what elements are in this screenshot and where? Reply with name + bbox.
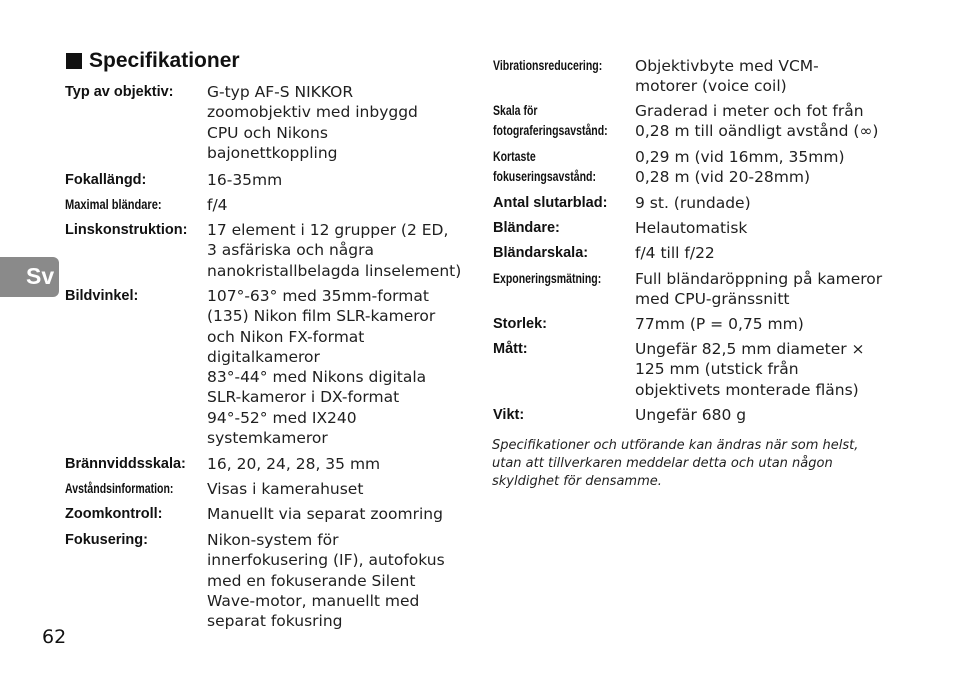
spec-label: Vibrationsreducering:	[493, 58, 603, 73]
spec-label: Fokusering:	[65, 532, 148, 548]
spec-row-lens-type	[65, 82, 461, 170]
spec-row-aperture-range	[493, 243, 882, 269]
language-tab	[0, 257, 59, 297]
footnote	[492, 437, 858, 491]
spec-row-focusing	[65, 530, 461, 634]
spec-value	[207, 170, 282, 195]
spec-label: fokuseringsavstånd:	[493, 169, 596, 184]
spec-row-weight	[493, 405, 882, 430]
value-line: Ungefär 82,5 mm diameter ×	[635, 340, 865, 358]
spec-row-distance-info	[65, 479, 461, 504]
value-line: digitalkameror	[207, 347, 320, 366]
spec-value	[635, 56, 819, 101]
value-line: 83°-44° med Nikons digitala	[207, 368, 427, 387]
spec-row-vibration-reduction	[493, 56, 882, 101]
spec-row-filter-size	[493, 314, 882, 339]
spec-label: Brännviddsskala:	[65, 456, 186, 472]
spec-label: Zoomkontroll:	[65, 506, 163, 522]
spec-row-diaphragm	[493, 218, 882, 243]
spec-label: Typ av objektiv:	[65, 84, 174, 100]
spec-value	[207, 479, 363, 504]
value-line: innerfokusering (IF), autofokus	[207, 551, 445, 570]
value-line: Manuellt via separat zoomring	[207, 505, 443, 523]
spec-label: Storlek:	[493, 316, 547, 332]
spec-label: Avståndsinformation:	[65, 481, 174, 496]
value-line: 0,28 m (vid 20-28mm)	[635, 168, 811, 187]
spec-value	[207, 454, 380, 479]
spec-value	[635, 243, 715, 269]
value-line: f/4	[207, 196, 228, 214]
value-line: f/4 till f/22	[635, 244, 715, 262]
value-line: 125 mm (utstick från	[635, 360, 799, 379]
spec-value	[207, 504, 443, 530]
value-line: Wave-motor, manuellt med	[207, 591, 420, 610]
spec-label: Antal slutarblad:	[493, 195, 608, 211]
spec-value	[207, 195, 228, 220]
value-line: bajonettkoppling	[207, 143, 338, 162]
spec-row-lens-construction	[65, 220, 461, 286]
spec-value	[635, 101, 878, 147]
language-tab-label: Sv	[26, 263, 55, 289]
left-spec-list	[65, 82, 461, 634]
value-line: 16-35mm	[207, 171, 283, 189]
spec-value	[207, 82, 418, 170]
spec-label: Bländarskala:	[493, 245, 589, 261]
spec-value	[635, 314, 804, 339]
value-line: och Nikon FX-format	[207, 327, 365, 346]
value-line: Visas i kamerahuset	[207, 480, 364, 498]
value-line: 0,28 m till oändligt avstånd (∞)	[635, 122, 879, 141]
spec-label: fotograferingsavstånd:	[493, 123, 608, 138]
black-square-icon	[66, 53, 82, 69]
spec-row-angle-of-view	[65, 286, 461, 454]
value-line: med CPU-gränssnitt	[635, 290, 790, 309]
spec-label: Fokallängd:	[65, 172, 147, 188]
spec-row-zoom-control	[65, 504, 461, 530]
value-line: objektivets monterade fläns)	[635, 380, 859, 399]
spec-value	[635, 147, 845, 193]
value-line: systemkameror	[207, 429, 328, 448]
value-line: (135) Nikon film SLR-kameror	[207, 307, 436, 326]
spec-value	[635, 218, 747, 243]
spec-row-focal-length-scale	[65, 454, 461, 479]
value-line: 94°-52° med IX240	[207, 408, 357, 427]
value-line: 107°-63° med 35mm-format	[207, 287, 429, 305]
spec-label: Maximal bländare:	[65, 197, 162, 212]
spec-value	[635, 339, 865, 405]
spec-value	[635, 269, 882, 314]
right-spec-list	[493, 56, 882, 430]
spec-row-exposure-metering	[493, 269, 882, 314]
spec-value	[635, 193, 751, 218]
value-line: zoomobjektiv med inbyggd	[207, 103, 418, 122]
value-line: 77mm (P = 0,75 mm)	[635, 315, 804, 333]
spec-label: Vikt:	[493, 407, 525, 423]
spec-label: Mått:	[493, 341, 528, 357]
value-line: Full bländaröppning på kameror	[635, 270, 883, 288]
value-line: Objektivbyte med VCM-	[635, 57, 819, 75]
spec-label: Bländare:	[493, 220, 560, 236]
value-line: separat fokusring	[207, 612, 343, 631]
value-line: Helautomatisk	[635, 219, 748, 237]
spec-label: Linskonstruktion:	[65, 222, 188, 238]
spec-row-closest-focus	[493, 147, 882, 193]
section-heading	[66, 49, 240, 73]
spec-value	[207, 220, 461, 286]
page-number: 62	[42, 626, 67, 648]
value-line: 9 st. (rundade)	[635, 194, 751, 212]
value-line: SLR-kameror i DX-format	[207, 388, 400, 407]
spec-label: Bildvinkel:	[65, 288, 139, 304]
footnote-line: skyldighet för densamme.	[492, 474, 662, 489]
spec-value	[635, 405, 746, 430]
spec-value	[207, 530, 445, 634]
footnote-line: utan att tillverkaren meddelar detta och utan någon	[492, 456, 833, 471]
spec-row-distance-scale	[493, 101, 882, 147]
footnote-line: Specifikationer och utförande kan ändras när som helst,	[492, 438, 859, 453]
value-line: nanokristallbelagda linselement)	[207, 261, 462, 280]
spec-label: Exponeringsmätning:	[493, 271, 602, 286]
value-line: 17 element i 12 grupper (2 ED,	[207, 221, 449, 239]
value-line: Nikon-system för	[207, 531, 339, 549]
value-line: CPU och Nikons	[207, 123, 328, 142]
spec-row-max-aperture	[65, 195, 461, 220]
value-line: 16, 20, 24, 28, 35 mm	[207, 455, 381, 473]
spec-label: Kortaste	[493, 149, 536, 164]
value-line: motorer (voice coil)	[635, 77, 787, 96]
spec-row-diaphragm-blades	[493, 193, 882, 218]
spec-label: Skala för	[493, 103, 538, 118]
value-line: 0,29 m (vid 16mm, 35mm)	[635, 148, 845, 166]
value-line: Ungefär 680 g	[635, 406, 747, 424]
spec-row-dimensions	[493, 339, 882, 405]
value-line: Graderad i meter och fot från	[635, 102, 864, 120]
value-line: med en fokuserande Silent	[207, 571, 416, 590]
value-line: G-typ AF-S NIKKOR	[207, 83, 354, 101]
spec-value	[207, 286, 435, 454]
section-title: Specifikationer	[89, 49, 240, 72]
spec-row-focal-length	[65, 170, 461, 195]
value-line: 3 asfäriska och några	[207, 241, 374, 260]
